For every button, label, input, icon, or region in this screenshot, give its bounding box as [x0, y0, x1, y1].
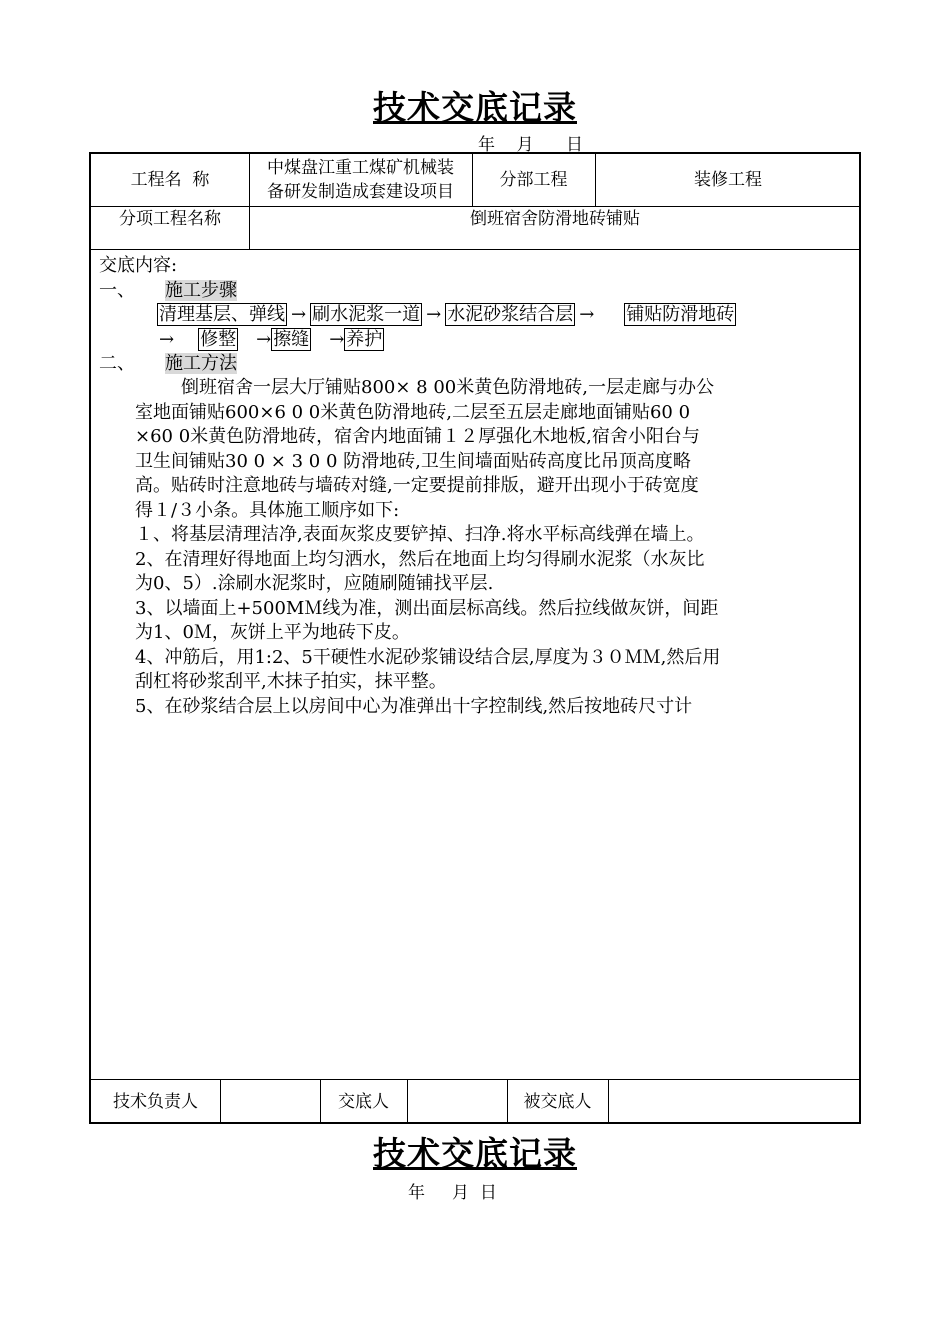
intro-line: 卫生间铺贴30 0 × 3 0 0 防滑地砖,卫生间墙面贴砖高度比吊顶高度略 — [135, 450, 691, 472]
arrow-icon: → — [426, 304, 442, 325]
section-1-heading — [99, 279, 851, 304]
item-line: １、将基层清理洁净,表面灰浆皮要铲掉、扫净.将水平标高线弹在墙上。 — [135, 524, 705, 545]
step-4: 铺贴防滑地砖 — [626, 304, 735, 325]
item-line: 5、在砂浆结合层上以房间中心为准弹出十字控制线,然后按地砖尺寸计 — [135, 695, 693, 717]
subitem-value: 倒班宿舍防滑地砖铺贴 — [470, 209, 640, 229]
method-intro — [135, 376, 859, 719]
arrow-icon: → — [329, 328, 345, 350]
intro-line: ×60 0米黄色防滑地砖，宿舍内地面铺１２厚强化木地板,宿舍小阳台与 — [135, 426, 700, 447]
intro-line: 室地面铺贴600×6 0 0米黄色防滑地砖,二层至五层走廊地面铺贴60 0 — [135, 401, 691, 423]
step-5: 修整 — [200, 328, 237, 350]
intro-line: 倒班宿舍一层大厅铺贴800× 8 00米黄色防滑地砖,一层走廊与办公 — [181, 377, 714, 398]
arrow-icon: → — [159, 328, 175, 350]
step-1: 清理基层、弹线 — [159, 304, 285, 325]
project-name-line-2: 备研发制造成套建设项目 — [267, 182, 454, 202]
step-6: 擦缝 — [273, 328, 310, 350]
item-line: 刮杠将砂浆刮平,木抹子拍实，抹平整。 — [135, 671, 447, 692]
steps-row-2 — [99, 328, 851, 353]
document-title-2: 技术交底记录 — [373, 1134, 577, 1173]
project-name-label: 工程名 称 — [130, 170, 210, 190]
item-line: 2、在清理好得地面上均匀洒水，然后在地面上均匀得刷水泥浆（水灰比 — [135, 548, 705, 570]
item-line: 为1、0Ｍ，灰饼上平为地砖下皮。 — [135, 622, 410, 643]
section-1-title: 施工步骤 — [165, 279, 237, 301]
tech-lead-label: 技术负责人 — [113, 1091, 198, 1112]
arrow-icon: → — [291, 304, 307, 325]
section-2-title: 施工方法 — [165, 353, 237, 374]
disclosure-form — [89, 152, 861, 1124]
step-7: 养护 — [346, 328, 383, 350]
steps-row-1 — [99, 303, 851, 328]
item-line: 4、冲筋后，用1:2、5干硬性水泥砂浆铺设结合层,厚度为３０ＭＭ,然后用 — [135, 646, 721, 668]
discloser-value[interactable] — [407, 1079, 507, 1124]
receiver-value[interactable] — [608, 1079, 861, 1124]
receiver-label: 被交底人 — [523, 1091, 592, 1112]
subitem-label: 分项工程名称 — [119, 209, 221, 229]
step-3: 水泥砂浆结合层 — [447, 304, 574, 325]
tech-lead-value[interactable] — [220, 1079, 320, 1124]
intro-line: 得１/３小条。具体施工顺序如下: — [135, 499, 400, 521]
project-name-value — [249, 154, 472, 206]
discloser-label: 交底人 — [338, 1091, 389, 1112]
date-line-2: 年 月 日 — [408, 1183, 497, 1203]
disclosure-content — [99, 254, 851, 377]
section-2-number: 二、 — [99, 353, 135, 374]
item-line: 为0、5）.涂刷水泥浆时，应随刷随铺找平层. — [135, 573, 494, 594]
intro-line: 高。贴砖时注意地砖与墙砖对缝,一定要提前排版，避开出现小于砖宽度 — [135, 475, 699, 496]
date-line: 年 月 日 — [478, 135, 584, 155]
arrow-icon: → — [256, 328, 272, 350]
content-heading: 交底内容: — [99, 255, 178, 276]
document-title: 技术交底记录 — [373, 88, 577, 127]
project-name-line-1: 中煤盘江重工煤矿机械装 — [267, 158, 454, 178]
item-line: 3、以墙面上+500MＭ线为准，测出面层标高线。然后拉线做灰饼，间距 — [135, 597, 719, 619]
section-2-heading — [99, 352, 851, 377]
arrow-icon: → — [579, 304, 595, 325]
division-value: 装修工程 — [694, 170, 762, 190]
step-2: 刷水泥浆一道 — [312, 304, 421, 325]
section-1-number: 一、 — [99, 279, 135, 301]
division-label: 分部工程 — [499, 170, 568, 190]
